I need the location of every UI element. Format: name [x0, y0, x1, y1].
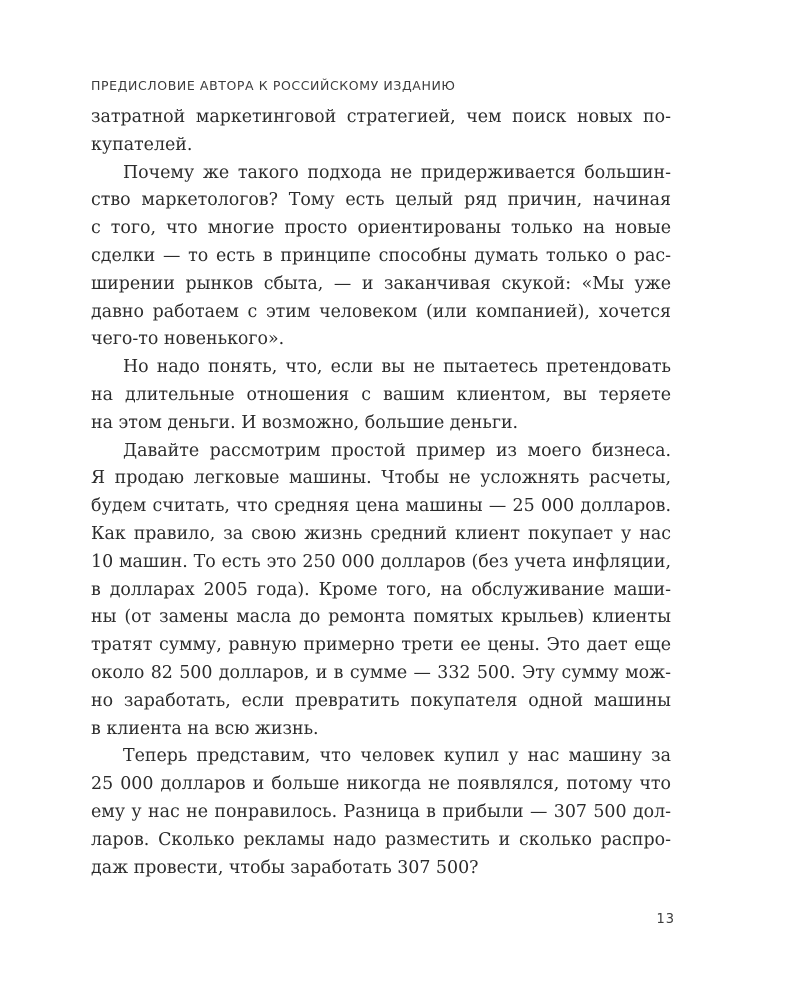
page-number: 13	[656, 912, 675, 927]
text-line: чего-то новенького».	[91, 329, 285, 350]
text-line: тратят сумму, равную примерно трети ее цены. Это дает еще	[91, 635, 671, 656]
text-line: затратной маркетинговой стратегией, чем поиск новых по-	[91, 107, 671, 127]
text-line: сделки — то есть в принципе способны думать только о рас-	[91, 245, 671, 266]
text-line: с того, что многие просто ориентированы только на новые	[91, 218, 671, 239]
running-head: ПРЕДИСЛОВИЕ АВТОРА К РОССИЙСКОМУ ИЗДАНИЮ	[91, 78, 456, 93]
text-line: будем считать, что средняя цена машины — 25 000 долларов.	[91, 496, 671, 517]
text-line: Как правило, за свою жизнь средний клиент покупает у нас	[91, 523, 671, 544]
text-line: даж провести, чтобы заработать 307 500?	[91, 857, 479, 878]
text-line: ны (от замены масла до ремонта помятых крыльев) клиенты	[91, 607, 671, 628]
text-line: 25 000 долларов и больше никогда не появлялся, потому что	[91, 774, 671, 795]
text-line: но заработать, если превратить покупателя одной машины	[91, 690, 671, 711]
text-line: ему у нас не понравилось. Разница в прибыли — 307 500 дол-	[91, 801, 671, 822]
paragraph	[91, 743, 671, 882]
text-line: около 82 500 долларов, и в сумме — 332 500. Эту сумму мож-	[91, 662, 671, 683]
paragraph	[91, 354, 671, 437]
text-line: давно работаем с этим человеком (или компанией), хочется	[91, 301, 671, 322]
text-line: Почему же такого подхода не придерживается большин-	[123, 162, 671, 183]
text-line: ширении рынков сбыта, — и заканчивая скукой: «Мы уже	[91, 273, 671, 294]
text-line: 10 машин. То есть это 250 000 долларов (без учета инфляции,	[91, 551, 671, 572]
paragraph	[91, 438, 671, 744]
text-line: Давайте рассмотрим простой пример из моего бизнеса.	[123, 440, 671, 461]
text-line: ларов. Сколько рекламы надо разместить и сколько распро-	[91, 829, 671, 850]
text-line: в долларах 2005 года). Кроме того, на обслуживание маши-	[91, 579, 671, 600]
paragraph	[91, 104, 671, 160]
body-text	[91, 104, 671, 882]
text-line: купателей.	[91, 134, 193, 155]
text-line: Я продаю легковые машины. Чтобы не усложнять расчеты,	[91, 468, 671, 489]
text-line: в клиента на всю жизнь.	[91, 718, 319, 739]
text-line: Но надо понять, что, если вы не пытаетесь претендовать	[123, 357, 671, 378]
paragraph	[91, 160, 671, 355]
text-line: ство маркетологов? Тому есть целый ряд причин, начиная	[91, 190, 671, 211]
text-line: Теперь представим, что человек купил у нас машину за	[123, 746, 671, 767]
text-line: на этом деньги. И возможно, большие деньги.	[91, 412, 519, 433]
text-line: на длительные отношения с вашим клиентом, вы теряете	[91, 384, 671, 405]
